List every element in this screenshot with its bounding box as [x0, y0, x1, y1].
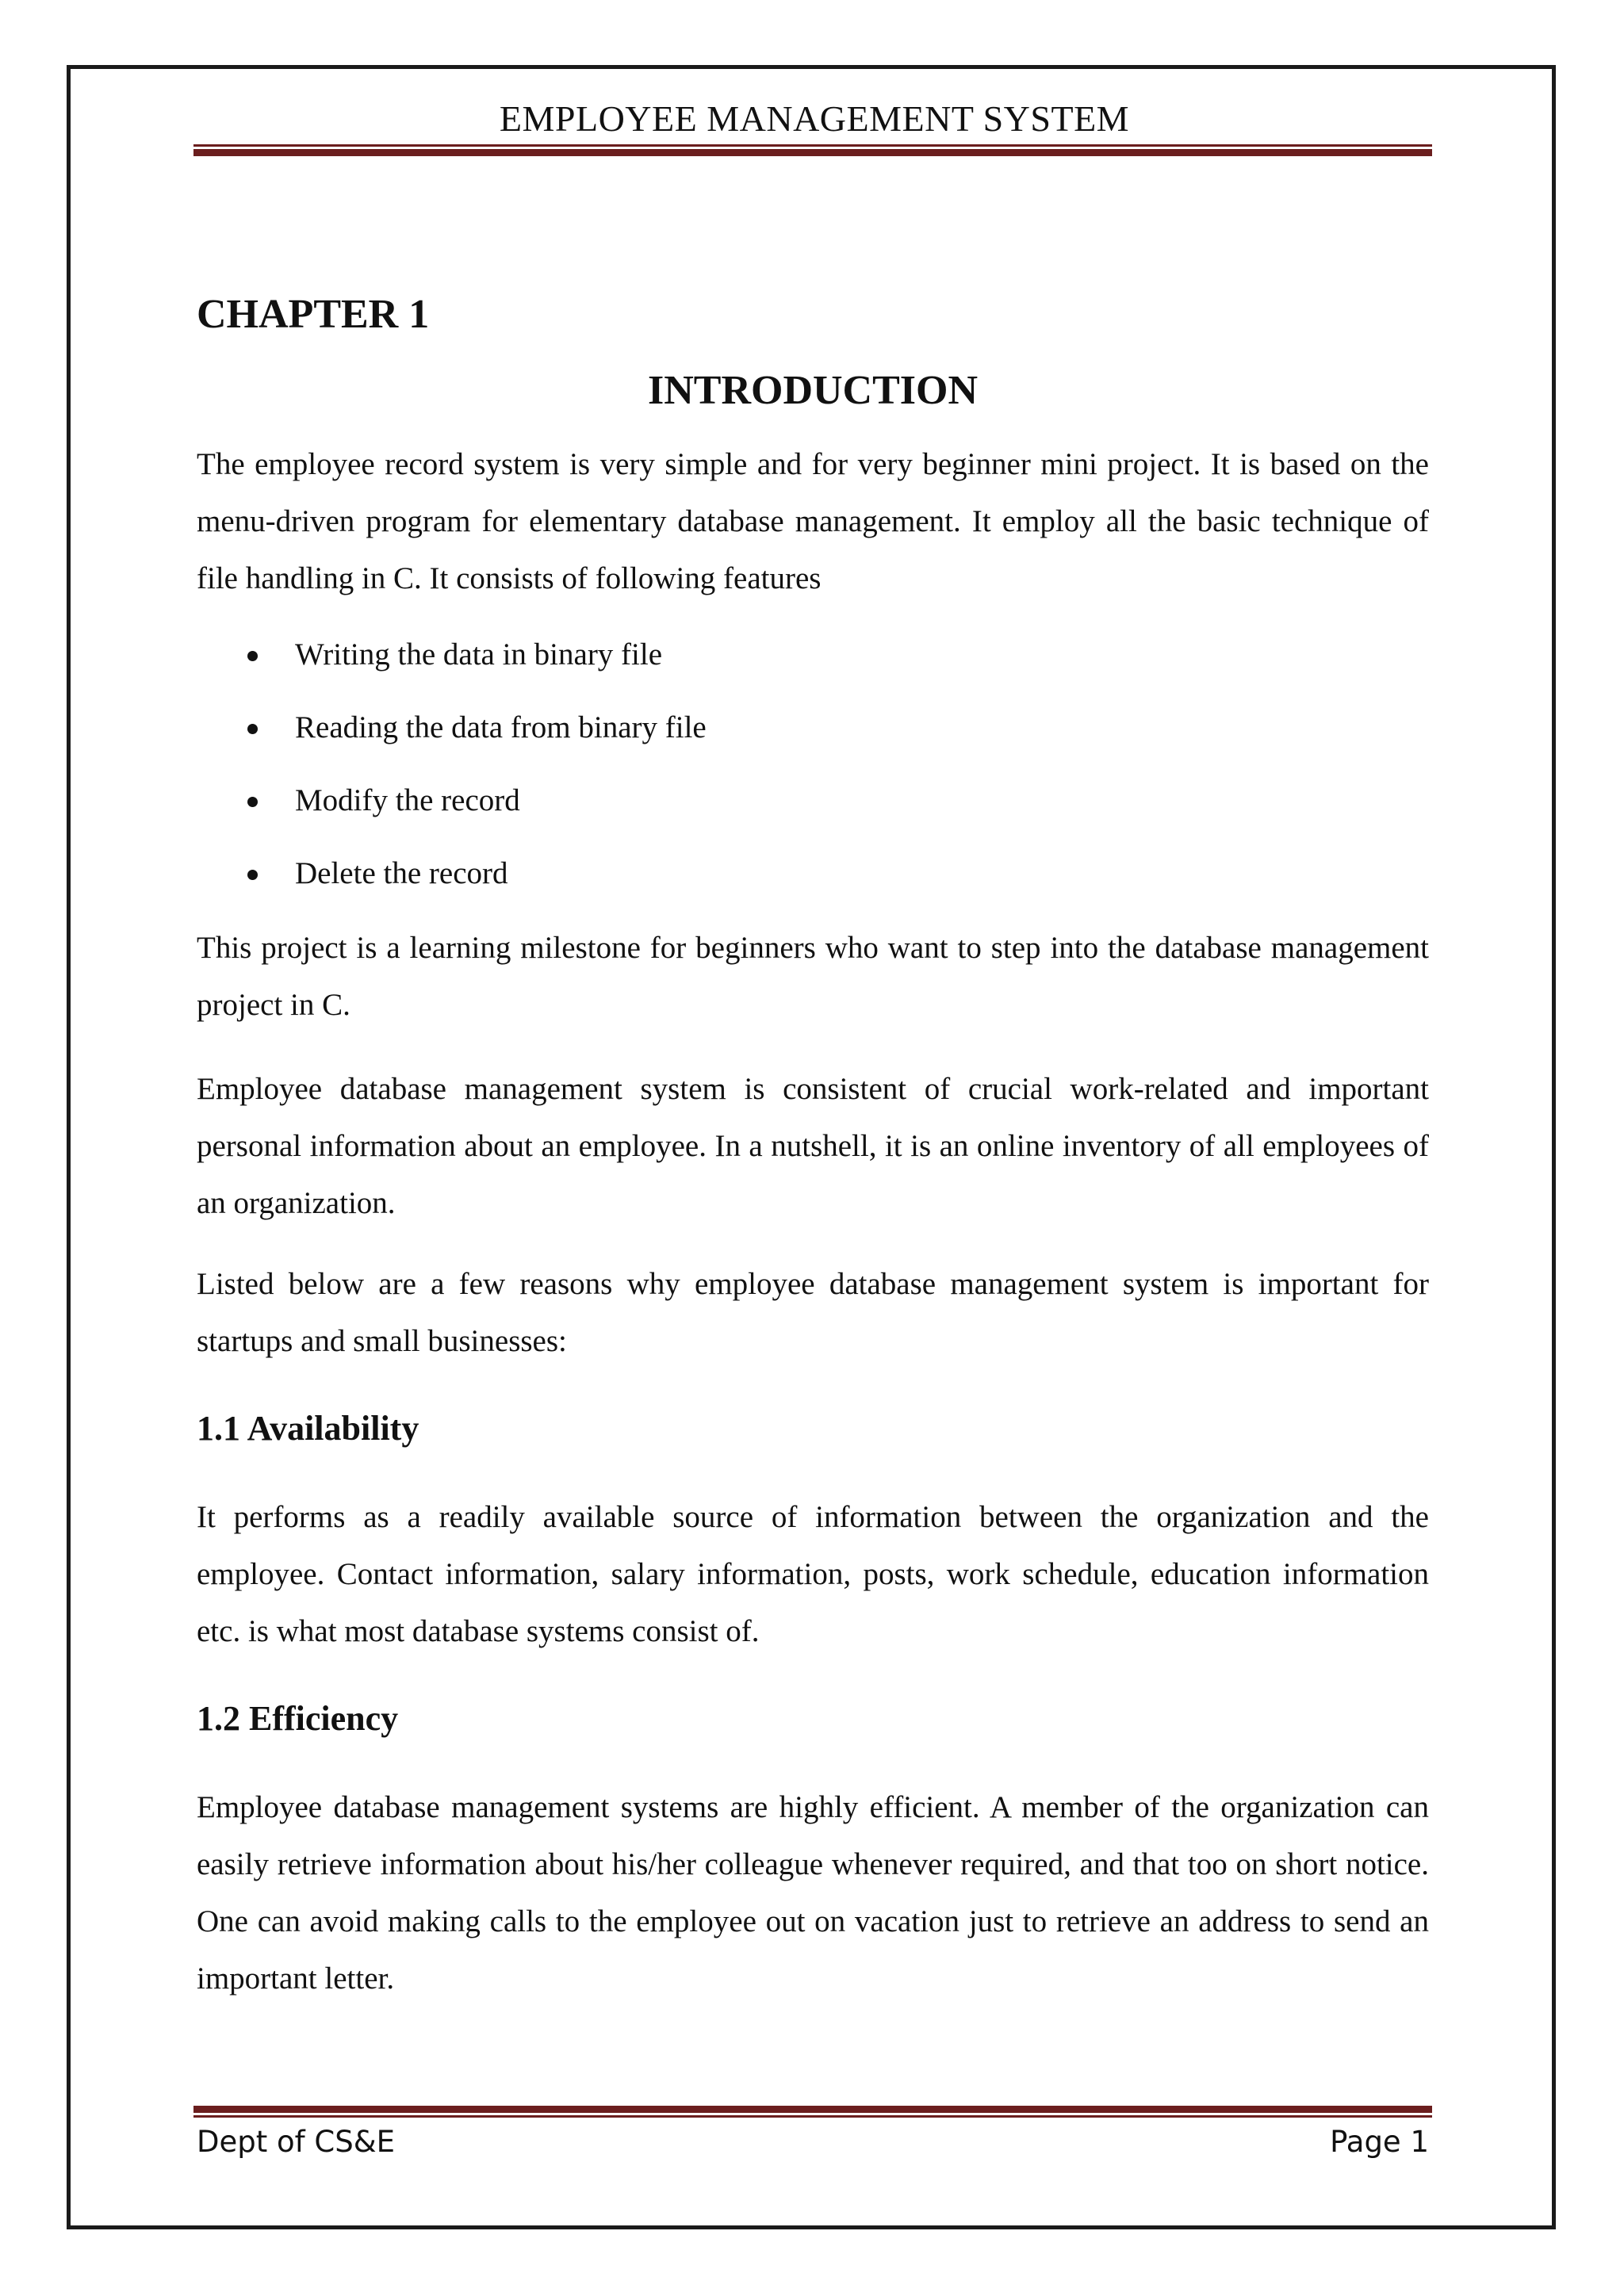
list-item — [197, 850, 1429, 923]
bullet-icon — [247, 724, 258, 734]
section-heading-efficiency: 1.2 Efficiency — [197, 1699, 399, 1738]
section-body-availability: It performs as a readily available source of information between the organization and the employee. Contact information, salary information, posts, work schedule, education information etc. is what most database systems consist of. — [197, 1500, 1429, 1648]
paragraph-reasons: Listed below are a few reasons why employee database management system is important for startups and small businesses: — [197, 1267, 1429, 1358]
bullet-icon — [247, 651, 258, 661]
bullet-icon — [247, 797, 258, 807]
feature-text: Modify the record — [295, 783, 520, 817]
section-heading-availability: 1.1 Availability — [197, 1409, 419, 1448]
list-item — [197, 777, 1429, 850]
feature-text: Writing the data in binary file — [295, 637, 663, 672]
feature-text: Reading the data from binary file — [295, 710, 707, 744]
footer-department: Dept of CS&E — [197, 2125, 395, 2159]
list-item — [197, 704, 1429, 777]
feature-list — [197, 631, 1429, 923]
intro-paragraph: The employee record system is very simple and for very beginner mini project. It is based on the menu-driven program for elementary database management. It employ all the basic technique of file handling in C. It consists of following features — [197, 447, 1429, 595]
bullet-icon — [247, 870, 258, 880]
paragraph-employee-database: Employee database management system is consistent of crucial work-related and important personal information about an employee. In a nutshell, it is an online inventory of all employees of an organization. — [197, 1072, 1429, 1220]
chapter-label: CHAPTER 1 — [197, 292, 430, 337]
feature-text: Delete the record — [295, 856, 508, 890]
header-rule — [193, 144, 1432, 156]
list-item — [197, 631, 1429, 704]
section-body-efficiency: Employee database management systems are highly efficient. A member of the organization can easily retrieve information about his/her colleague whenever required, and that too on short notice. One can avoid making calls to the employee out on vacation just to retrieve an address to send an important letter. — [197, 1790, 1429, 1996]
header-title: EMPLOYEE MANAGEMENT SYSTEM — [499, 98, 1130, 139]
paragraph-learning-milestone: This project is a learning milestone for beginners who want to step into the database management project in C. — [197, 931, 1429, 1022]
chapter-heading: INTRODUCTION — [647, 368, 979, 413]
footer-rule — [193, 2106, 1432, 2118]
footer-page-number: Page 1 — [1330, 2125, 1429, 2159]
